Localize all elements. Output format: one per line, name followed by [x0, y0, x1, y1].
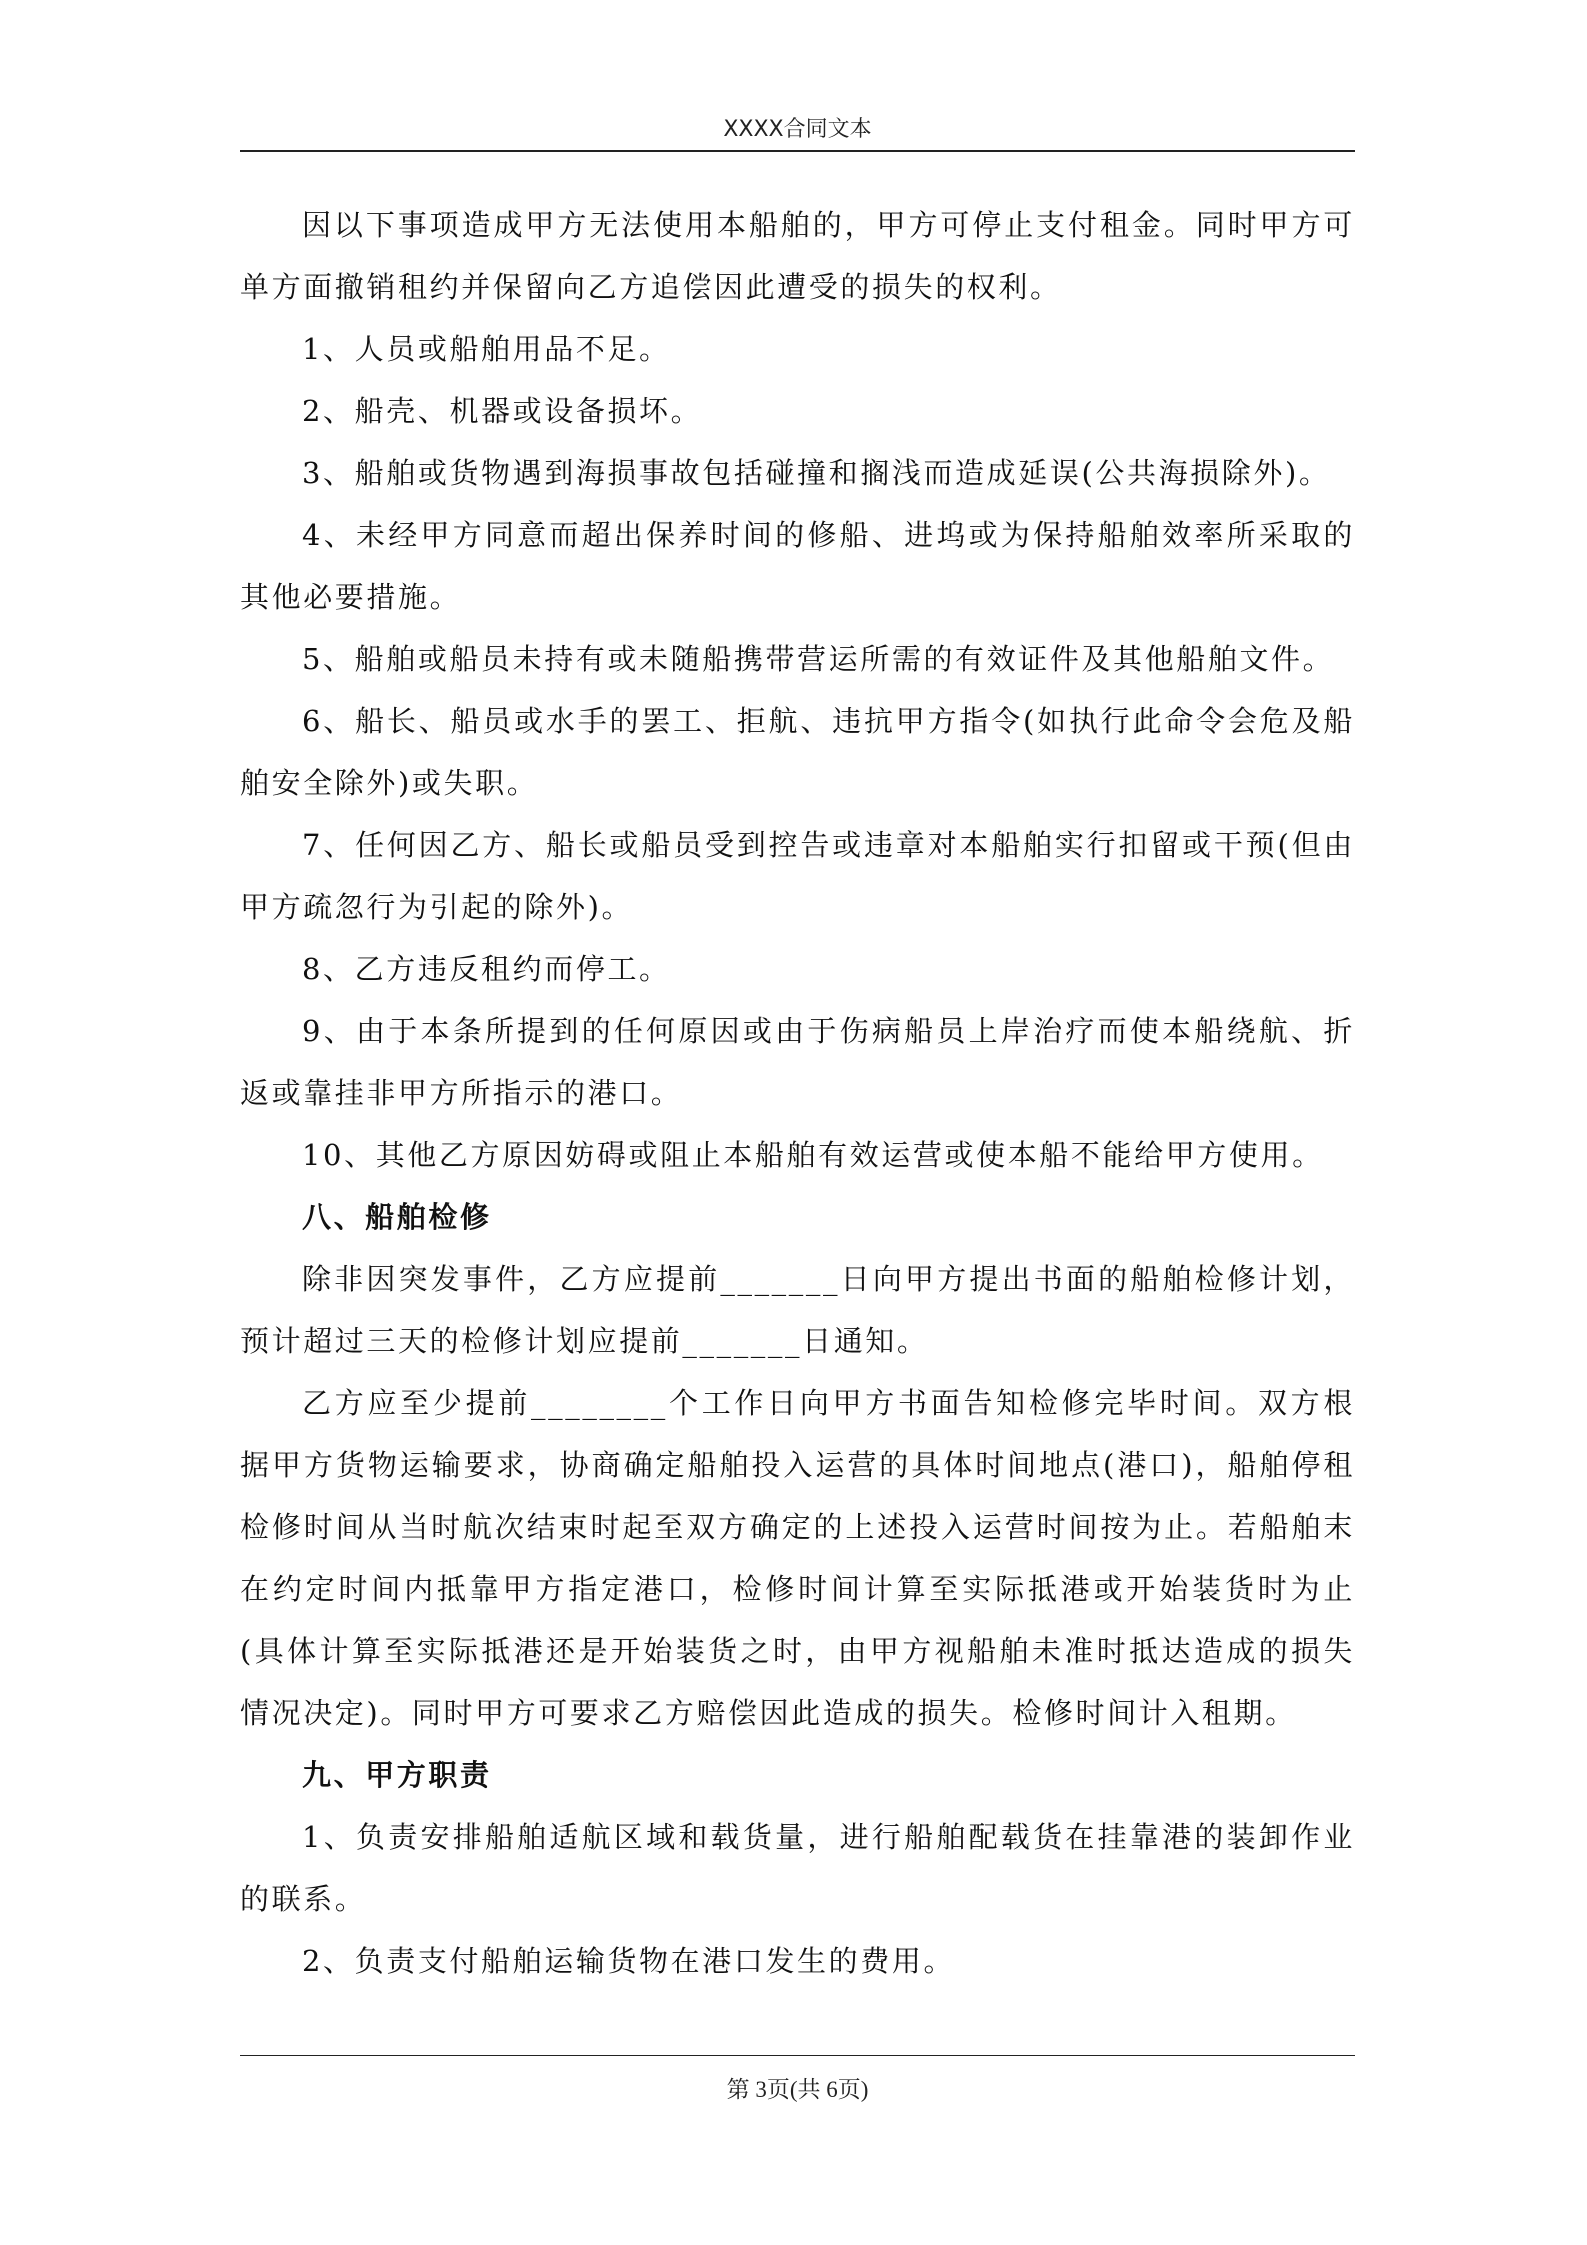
list-item: 8、乙方违反租约而停工。	[302, 952, 671, 986]
header-divider	[240, 150, 1355, 152]
paragraph-intro: 因以下事项造成甲方无法使用本船舶的，甲方可停止支付租金。同时甲方可单方面撤销租约并保留向乙方追偿因此遭受的损失的权利。	[240, 208, 1355, 304]
list-item: 9、由于本条所提到的任何原因或由于伤病船员上岸治疗而使本船绕航、折返或靠挂非甲方所指示的港口。	[240, 1014, 1355, 1110]
list-item: 2、负责支付船舶运输货物在港口发生的费用。	[302, 1944, 956, 1978]
section-heading-party-a-duties: 九、甲方职责	[302, 1758, 492, 1792]
list-item: 1、人员或船舶用品不足。	[302, 332, 671, 366]
list-item: 5、船舶或船员未持有或未随船携带营运所需的有效证件及其他船舶文件。	[302, 642, 1335, 676]
document-body	[240, 194, 1355, 1992]
page-header: XXXX合同文本	[723, 117, 872, 142]
list-item: 2、船壳、机器或设备损坏。	[302, 394, 703, 428]
list-item: 4、未经甲方同意而超出保养时间的修船、进坞或为保持船舶效率所采取的其他必要措施。	[240, 518, 1355, 614]
paragraph-maintenance-completion: 乙方应至少提前________个工作日向甲方书面告知检修完毕时间。双方根据甲方货物运输要求，协商确定船舶投入运营的具体时间地点(港口)，船舶停租检修时间从当时航次结束时起至双方确定的上述投入运营时间按为止。若船舶末在约定时间内抵靠甲方指定港口，检修时间计算至实际抵港或开始装货时为止(具体计算至实际抵港还是开始装货之时，由甲方视船舶未准时抵达造成的损失情况决定)。同时甲方可要求乙方赔偿因此造成的损失。检修时间计入租期。	[240, 1386, 1355, 1730]
list-item: 10、其他乙方原因妨碍或阻止本船舶有效运营或使本船不能给甲方使用。	[302, 1138, 1324, 1172]
list-item: 6、船长、船员或水手的罢工、拒航、违抗甲方指令(如执行此命令会危及船舶安全除外)或失职。	[240, 704, 1355, 800]
section-heading-maintenance: 八、船舶检修	[302, 1200, 492, 1234]
page-number: 第 3页(共 6页)	[726, 2077, 869, 2102]
footer-divider	[240, 2055, 1355, 2056]
list-item: 7、任何因乙方、船长或船员受到控告或违章对本船舶实行扣留或干预(但由甲方疏忽行为引起的除外)。	[240, 828, 1355, 924]
list-item: 3、船舶或货物遇到海损事故包括碰撞和搁浅而造成延误(公共海损除外)。	[302, 456, 1331, 490]
paragraph-maintenance-plan: 除非因突发事件，乙方应提前_______日向甲方提出书面的船舶检修计划，预计超过三天的检修计划应提前_______日通知。	[240, 1262, 1355, 1358]
list-item: 1、负责安排船舶适航区域和载货量，进行船舶配载货在挂靠港的装卸作业的联系。	[240, 1820, 1355, 1916]
